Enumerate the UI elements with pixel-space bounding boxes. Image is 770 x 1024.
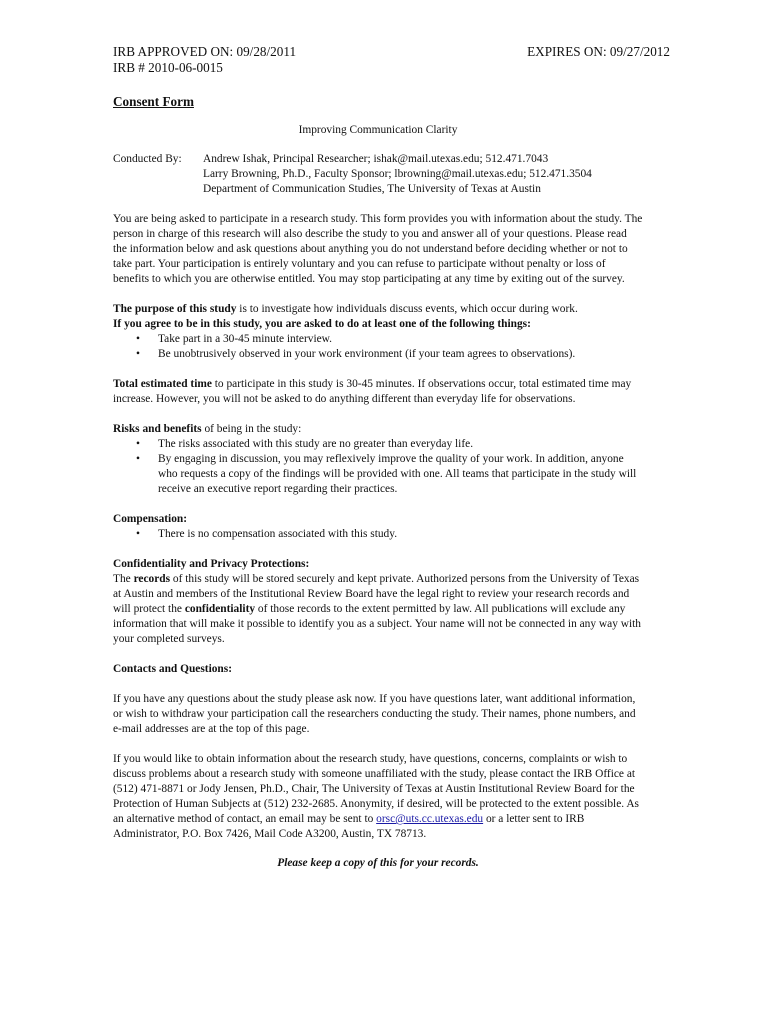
participation-list	[113, 332, 643, 362]
closing-note: Please keep a copy of this for your records.	[277, 857, 479, 869]
irb-expiration-date: EXPIRES ON: 09/27/2012	[527, 44, 670, 59]
list-item: • By engaging in discussion, you may reflexively improve the quality of your work. In addition, anyone who requests a copy of the findings will be provided with one. All teams that participate in the study will receive an executive report regarding their practices.	[158, 452, 643, 497]
irb-contact-text-end: or a letter sent to IRB Administrator, P.O. Box 7426, Mail Code A3200, Austin, TX 78713.	[113, 813, 585, 840]
confidentiality-word: confidentiality	[184, 603, 256, 615]
compensation-heading: Compensation:	[113, 513, 188, 525]
time-label: Total estimated time	[113, 378, 212, 390]
contacts-heading: Contacts and Questions:	[113, 663, 232, 675]
contacts-paragraph: If you have any questions about the study please ask now. If you have questions later, want additional information, or wish to withdraw your participation call the researchers conducting the study. Their names, phone numbers, and e-mail addresses are at the top of this page.	[113, 693, 636, 735]
purpose-paragraph	[113, 302, 643, 317]
researcher-line: Department of Communication Studies, The University of Texas at Austin	[203, 183, 541, 195]
risks-list	[113, 437, 643, 497]
list-item: • There is no compensation associated with this study.	[158, 527, 643, 542]
risks-heading	[113, 422, 643, 437]
confidentiality-text: The	[113, 573, 134, 585]
irb-contact-text: If you would like to obtain information about the research study, have questions, concerns, complaints or wish to discuss problems about a research study with someone unaffiliated with the study, please contact the IRB Office at (512) 471-8871 or Jody Jensen, Ph.D., Chair, The University of Texas at Austin Institutional Review Board for the Protection of Human Subjects at (512) 232-2685. Anonymity, if desired, will be protected to the extent possible. As an alternative method of contact, an email may be sent to	[113, 753, 639, 825]
irb-contact-paragraph	[113, 752, 643, 842]
list-item: • Take part in a 30-45 minute interview.	[158, 332, 643, 347]
compensation-list	[113, 527, 643, 542]
confidentiality-text: of those records to the extent permitted by law. All publications will exclude any information that will make it possible to identify you as a subject. Your name will not be connected in any way with your completed surveys.	[113, 603, 641, 645]
confidentiality-text: of this study will be stored securely and kept private. Authorized persons from the University of Texas at Austin and members of the Institutional Review Board have the legal right to review your research records and will protect the	[113, 573, 640, 615]
page-title: Consent Form	[113, 94, 194, 109]
time-paragraph	[113, 377, 643, 407]
irb-header	[113, 44, 670, 76]
intro-paragraph: You are being asked to participate in a research study. This form provides you with information about the study. The person in charge of this research will also describe the study to you and answer all of your questions. Please read the information below and ask questions about anything you do not understand before deciding whether or not to take part. Your participation is entirely voluntary and you can refuse to participate without penalty or loss of benefits to which you are otherwise entitled. You may stop participating at any time by exiting out of the survey.	[113, 213, 643, 285]
risks-label: Risks and benefits	[113, 423, 202, 435]
irb-approved-date: IRB APPROVED ON: 09/28/2011	[113, 44, 297, 59]
risks-text: of being in the study:	[201, 423, 302, 435]
conducted-by	[113, 152, 643, 197]
conducted-by-label: Conducted By:	[113, 153, 182, 165]
agree-heading: If you agree to be in this study, you are asked to do at least one of the following things:	[113, 318, 531, 330]
time-text: to participate in this study is 30-45 minutes. If observations occur, total estimated time may increase. However, you will not be asked to do anything different than everyday life for observations.	[113, 378, 632, 405]
records-word: records	[133, 573, 171, 585]
purpose-text: is to investigate how individuals discuss events, which occur during work.	[236, 303, 578, 315]
irb-number: IRB # 2010-06-0015	[113, 60, 223, 75]
confidentiality-paragraph	[113, 572, 643, 647]
list-item: • Be unobtrusively observed in your work environment (if your team agrees to observations).	[158, 347, 643, 362]
list-item: • The risks associated with this study are no greater than everyday life.	[158, 437, 643, 452]
researcher-line: Larry Browning, Ph.D., Faculty Sponsor; lbrowning@mail.utexas.edu; 512.471.3504	[203, 168, 592, 180]
researcher-list	[203, 152, 592, 197]
purpose-label: The purpose of this study	[113, 303, 237, 315]
researcher-line: Andrew Ishak, Principal Researcher; ishak@mail.utexas.edu; 512.471.7043	[203, 153, 549, 165]
consent-document	[113, 44, 670, 871]
study-title: Improving Communication Clarity	[298, 124, 458, 136]
confidentiality-heading: Confidentiality and Privacy Protections:	[113, 558, 310, 570]
irb-email-link[interactable]: orsc@uts.cc.utexas.edu	[376, 813, 484, 825]
